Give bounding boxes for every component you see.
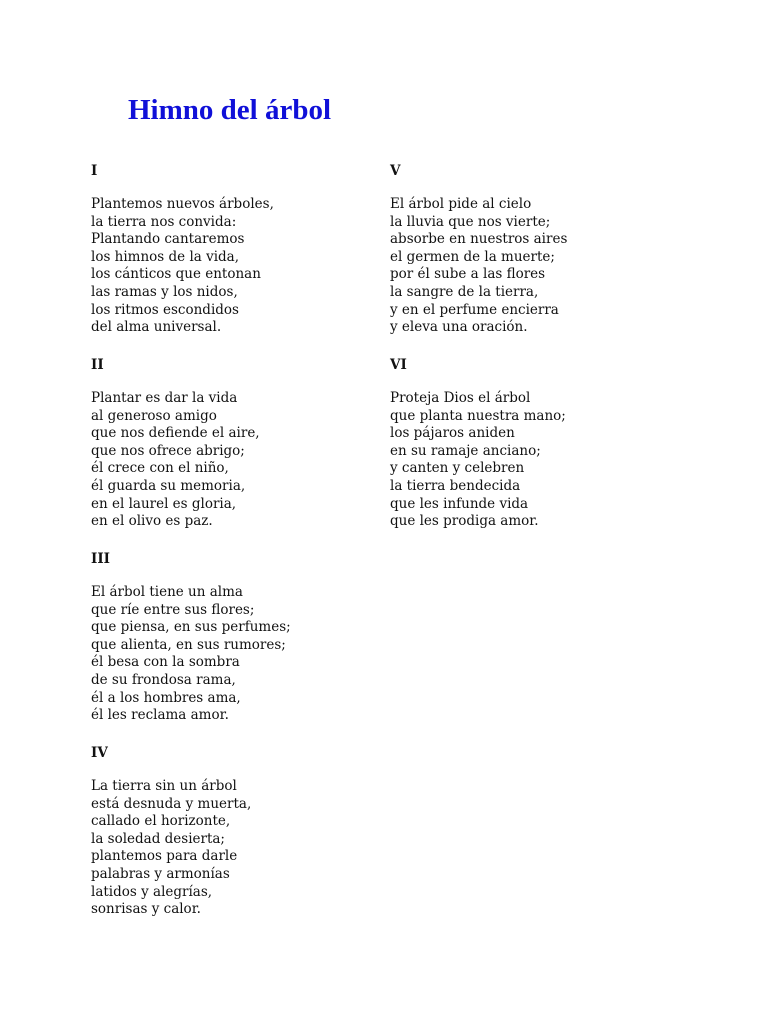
verse-line: de su frondosa rama, <box>91 671 236 688</box>
verse-line: plantemos para darle <box>91 848 238 865</box>
verse-line: la soledad desierta; <box>91 830 225 847</box>
verse-line: que piensa, en sus perfumes; <box>91 619 291 636</box>
verse-line: que les infunde vida <box>390 495 529 512</box>
verse-line: y en el perfume encierra <box>390 301 559 318</box>
verse-line: él les reclama amor. <box>91 707 229 724</box>
verse-line: que nos defiende el aire, <box>91 425 260 442</box>
verse-line: él crece con el niño, <box>91 460 229 477</box>
verse-line: las ramas y los nidos, <box>91 283 238 300</box>
verse-line: latidos y alegrías, <box>91 883 213 900</box>
verse-line: en el laurel es gloria, <box>91 495 237 512</box>
stanza-5 <box>390 161 720 355</box>
verse-line: en el olivo es paz. <box>91 513 213 530</box>
verse-line: en su ramaje anciano; <box>390 442 541 459</box>
stanza-6 <box>390 355 720 549</box>
verse-line: que nos ofrece abrigo; <box>91 442 245 459</box>
verse-line: los cánticos que entonan <box>91 266 261 283</box>
verse-line: sonrisas y calor. <box>91 901 201 918</box>
stanza-numeral: IV <box>91 745 108 761</box>
verse-line: por él sube a las flores <box>390 266 546 283</box>
verse-line: que alienta, en sus rumores; <box>91 636 286 653</box>
verse-line: la tierra bendecida <box>390 477 521 494</box>
verse-line: que planta nuestra mano; <box>390 407 566 424</box>
verse-line: él guarda su memoria, <box>91 477 246 494</box>
stanza-4 <box>91 743 421 937</box>
poem-title: Himno del árbol <box>128 94 332 126</box>
verse-line: palabras y armonías <box>91 865 230 882</box>
verse-line: los pájaros aniden <box>390 425 515 442</box>
verse-line: él a los hombres ama, <box>91 689 241 706</box>
verse-line: que ríe entre sus flores; <box>91 601 255 618</box>
verse-line: del alma universal. <box>91 319 222 336</box>
stanza-3 <box>91 549 421 743</box>
verse-line: la tierra nos convida: <box>91 213 237 230</box>
verse-line: al generoso amigo <box>91 407 217 424</box>
verse-line: El árbol pide al cielo <box>390 196 532 212</box>
verse-line: que les prodiga amor. <box>390 513 539 530</box>
verse-line: Proteja Dios el árbol <box>390 390 531 406</box>
verse-line: Plantar es dar la vida <box>91 390 238 406</box>
verse-line: está desnuda y muerta, <box>91 795 252 812</box>
verse-line: y canten y celebren <box>390 460 525 477</box>
verse-line: Plantando cantaremos <box>91 231 245 248</box>
stanza-numeral: V <box>390 163 401 179</box>
verse-line: absorbe en nuestros aires <box>390 231 568 248</box>
stanza-numeral: III <box>91 551 110 567</box>
verse-line: la sangre de la tierra, <box>390 283 539 300</box>
verse-line: El árbol tiene un alma <box>91 584 243 600</box>
stanza-2 <box>91 355 421 549</box>
verse-line: él besa con la sombra <box>91 654 240 671</box>
verse-line: Plantemos nuevos árboles, <box>91 196 274 212</box>
stanza-numeral: I <box>91 163 98 179</box>
left-column <box>91 161 421 937</box>
verse-line: la lluvia que nos vierte; <box>390 213 551 230</box>
verse-line: el germen de la muerte; <box>390 248 555 265</box>
stanza-numeral: VI <box>390 357 407 373</box>
verse-line: La tierra sin un árbol <box>91 778 237 794</box>
verse-line: y eleva una oración. <box>390 319 528 336</box>
verse-line: los ritmos escondidos <box>91 301 239 318</box>
verse-line: callado el horizonte, <box>91 813 231 830</box>
stanza-1 <box>91 161 421 355</box>
right-column <box>390 161 720 549</box>
verse-line: los himnos de la vida, <box>91 248 240 265</box>
stanza-numeral: II <box>91 357 104 373</box>
